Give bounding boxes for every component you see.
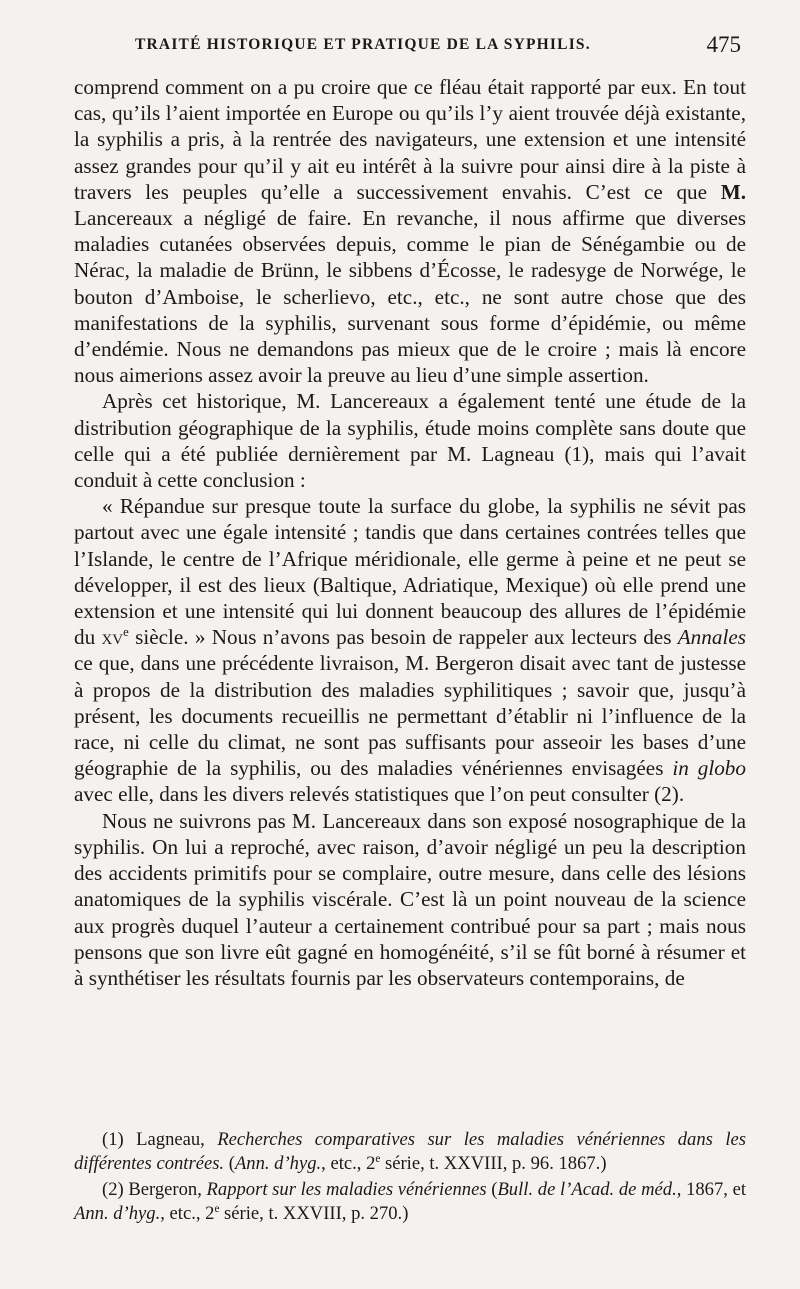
text-run: (2) Bergeron, (102, 1179, 207, 1200)
text-run: série, t. XXVIII, p. 270.) (219, 1203, 409, 1224)
text-run: comprend comment on a pu croire que ce fléau était rapporté par eux. En tout cas, qu’ils l’aient importée en Europe ou qu’ils l’y aient trouvée déjà existante, la syphilis a pris, à la rentrée des navigateurs, une extension et une intensité assez grandes pour qu’il y ait eu intérêt à la suivre pour ainsi dire à la piste à travers les peuples qu’elle a successivement envahis. C’est ce que (74, 75, 746, 204)
italic-text-run: Rapport sur les maladies vénériennes (206, 1179, 487, 1200)
text-run: , etc., 2 (160, 1203, 215, 1224)
page-number: 475 (706, 32, 741, 57)
text-run: xv (101, 625, 124, 650)
italic-text-run: Annales (677, 625, 746, 650)
body-paragraph (74, 74, 746, 388)
text-run: « Répandue sur presque toute la surface du globe, la syphilis ne sévit pas partout avec une égale intensité ; tandis que dans certaines contrées telles que l’Islande, le centre de l’Afrique méridionale, elle germe à peine et ne peut se développer, il est des lieux (Baltique, Adriatique, Mexique) où elle prend une extension et une intensité qui lui donnent beaucoup des allures de l’épidémie du (74, 494, 746, 650)
body-paragraph (74, 808, 746, 991)
text-run: avec elle, dans les divers relevés statistiques que l’on peut consulter (2). (74, 782, 685, 807)
text-run: Nous ne suivrons pas M. Lancereaux dans son exposé nosographique de la syphilis. On lui a reproché, avec raison, d’avoir négligé un peu la description des accidents primitifs pour se complaire, outre mesure, dans celle des lésions anatomiques de la syphilis viscérale. C’est là un point nouveau de la science aux progrès duquel l’auteur a certainement contribué pour sa part ; mais nous pensons que son livre eût gagné en homogénéité, s’il se fût borné à résumer et à synthétiser les résultats fournis par les observateurs contemporains, de (74, 808, 746, 990)
text-run: ( (486, 1179, 498, 1200)
superscript: e (375, 1152, 381, 1165)
superscript: e (123, 625, 129, 640)
body-paragraph (74, 493, 746, 807)
italic-text-run: Bull. de l’Acad. de méd. (497, 1179, 677, 1200)
text-run: , etc., 2 (321, 1153, 376, 1174)
text-run: (1) Lagneau, (102, 1129, 218, 1150)
footnote (74, 1128, 746, 1176)
italic-text-run: in globo (672, 756, 746, 781)
superscript: e (214, 1202, 220, 1215)
running-title: TRAITÉ HISTORIQUE ET PRATIQUE DE LA SYPHILIS. (135, 36, 591, 53)
footnote (74, 1178, 746, 1226)
text-run: Lancereaux a négligé de faire. En revanche, il nous affirme que diverses maladies cutanées observées depuis, comme le pian de Sénégambie ou de Nérac, la maladie de Brünn, le sibbens d’Écosse, le radesyge de Norwége, le bouton d’Amboise, le scherlievo, etc., etc., ne sont autre chose que des manifestations de la syphilis, survenant sous forme d’épidémie, ou même d’endémie. Nous ne demandons pas mieux que de le croire ; mais là encore nous aimerions assez avoir la preuve au lieu d’une simple assertion. (74, 206, 746, 388)
footnotes (74, 1128, 746, 1226)
italic-text-run: Ann. d’hyg. (74, 1203, 161, 1224)
body-text (74, 74, 746, 991)
italic-text-run: Ann. d’hyg. (234, 1153, 322, 1174)
text-run: siècle. » Nous n’avons pas besoin de rappeler aux lecteurs des (128, 625, 678, 650)
body-paragraph (74, 388, 746, 493)
text-run: série, t. XXVIII, p. 96. 1867.) (380, 1153, 607, 1174)
text-run: ce que, dans une précédente livraison, M. Bergeron disait avec tant de justesse à propos de la distribution des maladies syphilitiques ; savoir que, jusqu’à présent, les documents recueillis ne permettant d’établir ni l’influence de la race, ni celle du climat, ne sont pas suffisants pour asseoir les bases d’une géographie de la syphilis, ou des maladies vénériennes envisagées (74, 651, 746, 781)
italic-text-run: Recherches comparatives sur les maladies vénériennes dans les différentes contrées. (74, 1129, 746, 1174)
text-run: , 1867, et (676, 1179, 747, 1200)
text-run: Après cet historique, M. Lancereaux a également tenté une étude de la distribution géographique de la syphilis, étude moins complète sans doute que celle qui a été publiée dernièrement par M. Lagneau (1), mais qui l’avait conduit à cette conclusion : (74, 389, 746, 493)
text-run: ( (224, 1153, 235, 1174)
text-run: M. (720, 179, 746, 204)
running-head (125, 32, 745, 62)
